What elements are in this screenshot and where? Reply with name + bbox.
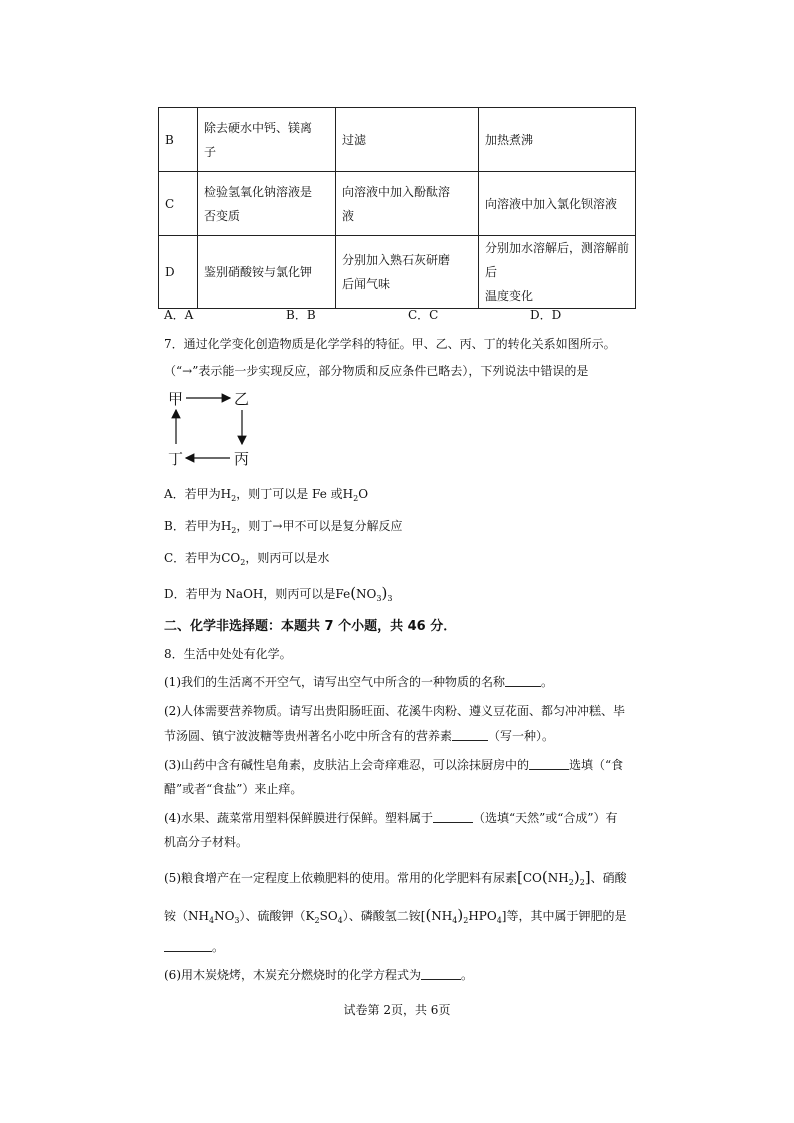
- node-yi: 乙: [234, 390, 250, 408]
- purpose-cell: 除去硬水中钙、镁离 子: [198, 108, 336, 172]
- method1-cell: 分别加入熟石灰研磨 后闻气味: [336, 236, 479, 309]
- q7-option-b[interactable]: B．若甲为$H_2$，则丁→甲不可以是复分解反应: [164, 519, 403, 535]
- table-row: [159, 108, 636, 172]
- q8-part3-line2: 醋”或者“食盐”）来止痒。: [164, 782, 303, 796]
- q8-stem: 8．生活中处处有化学。: [164, 647, 292, 661]
- page-footer: 试卷第 2页，共 6页: [343, 1003, 451, 1017]
- q7-option-a[interactable]: A．若甲为$H_2$，则丁可以是 Fe 或$H_2O$: [164, 487, 369, 503]
- section-heading: 二、化学非选择题：本题共 7 个小题，共 46 分．: [164, 619, 457, 634]
- purpose-cell: 鉴别硝酸铵与氯化钾: [198, 236, 336, 309]
- row-label: D: [159, 236, 198, 309]
- q8-part3-line1: (3)山药中含有碱性皂角素，皮肤沾上会奇痒难忍，可以涂抹厨房中的 选填（“食: [164, 758, 624, 772]
- choice-c[interactable]: C．C: [408, 308, 439, 322]
- table-row: [159, 172, 636, 236]
- conversion-diagram: [164, 388, 264, 468]
- q8-part6: (6)用木炭烧烤，木炭充分燃烧时的化学方程式为 。: [164, 968, 474, 982]
- q8-part5-line1: (5)粮食增产在一定程度上依赖肥料的使用。常用的化学肥料有尿素$[CO(NH_2)_2]$、硝酸: [164, 868, 627, 887]
- q8-part5-line3: 。: [164, 938, 224, 956]
- choice-b[interactable]: B．B: [286, 308, 316, 322]
- q8-part5-line2: 铵$(NH_4NO_3)$、硫酸钾$(K_2SO_4)$、磷酸氢二铵$[(NH_4)_2HPO_4]$等，其中属于钾肥的是: [164, 906, 627, 925]
- answer-blank[interactable]: [164, 939, 212, 952]
- choice-d[interactable]: D．D: [530, 308, 562, 322]
- method1-cell: 向溶液中加入酚酞溶 液: [336, 172, 479, 236]
- method2-cell: 分别加水溶解后，测溶解前后 温度变化: [479, 236, 636, 309]
- answer-blank[interactable]: [529, 757, 569, 770]
- diagram-arrows: [164, 388, 264, 468]
- node-ding: 丁: [168, 450, 184, 468]
- method2-cell: 向溶液中加入氯化钡溶液: [479, 172, 636, 236]
- q8-part4-line2: 机高分子材料。: [164, 835, 249, 849]
- q8-part4-line1: (4)水果、蔬菜常用塑料保鲜膜进行保鲜。塑料属于 （选填“天然”或“合成”）有: [164, 811, 618, 825]
- answer-blank[interactable]: [505, 674, 541, 687]
- q7-option-c[interactable]: C．若甲为$CO_2$，则丙可以是水: [164, 551, 330, 567]
- q7-stem-2: （“→”表示能一步实现反应，部分物质和反应条件已略去），下列说法中错误的是: [164, 364, 589, 378]
- method1-cell: 过滤: [336, 108, 479, 172]
- answer-blank[interactable]: [433, 810, 473, 823]
- q8-part2-line2: 节汤圆、镇宁波波糖等贵州著名小吃中所含有的营养素 （写一种）。: [164, 729, 555, 743]
- choice-a[interactable]: A．A: [164, 308, 194, 322]
- node-bing: 丙: [234, 450, 250, 468]
- q8-part2-line1: (2)人体需要营养物质。请写出贵阳肠旺面、花溪牛肉粉、遵义豆花面、都匀冲冲糕、毕: [164, 704, 626, 718]
- answer-blank[interactable]: [452, 728, 488, 741]
- method2-cell: 加热煮沸: [479, 108, 636, 172]
- q7-option-d[interactable]: D．若甲为 NaOH，则丙可以是$Fe(NO_3)_3$: [164, 584, 393, 603]
- option-table: [158, 107, 636, 309]
- row-label: C: [159, 172, 198, 236]
- node-jia: 甲: [168, 390, 184, 408]
- row-label: B: [159, 108, 198, 172]
- q8-part1: (1)我们的生活离不开空气，请写出空气中所含的一种物质的名称 。: [164, 675, 554, 689]
- q7-stem-1: 7．通过化学变化创造物质是化学学科的特征。甲、乙、丙、丁的转化关系如图所示。: [164, 337, 616, 351]
- purpose-cell: 检验氢氧化钠溶液是 否变质: [198, 172, 336, 236]
- table-row: [159, 236, 636, 309]
- answer-blank[interactable]: [421, 967, 461, 980]
